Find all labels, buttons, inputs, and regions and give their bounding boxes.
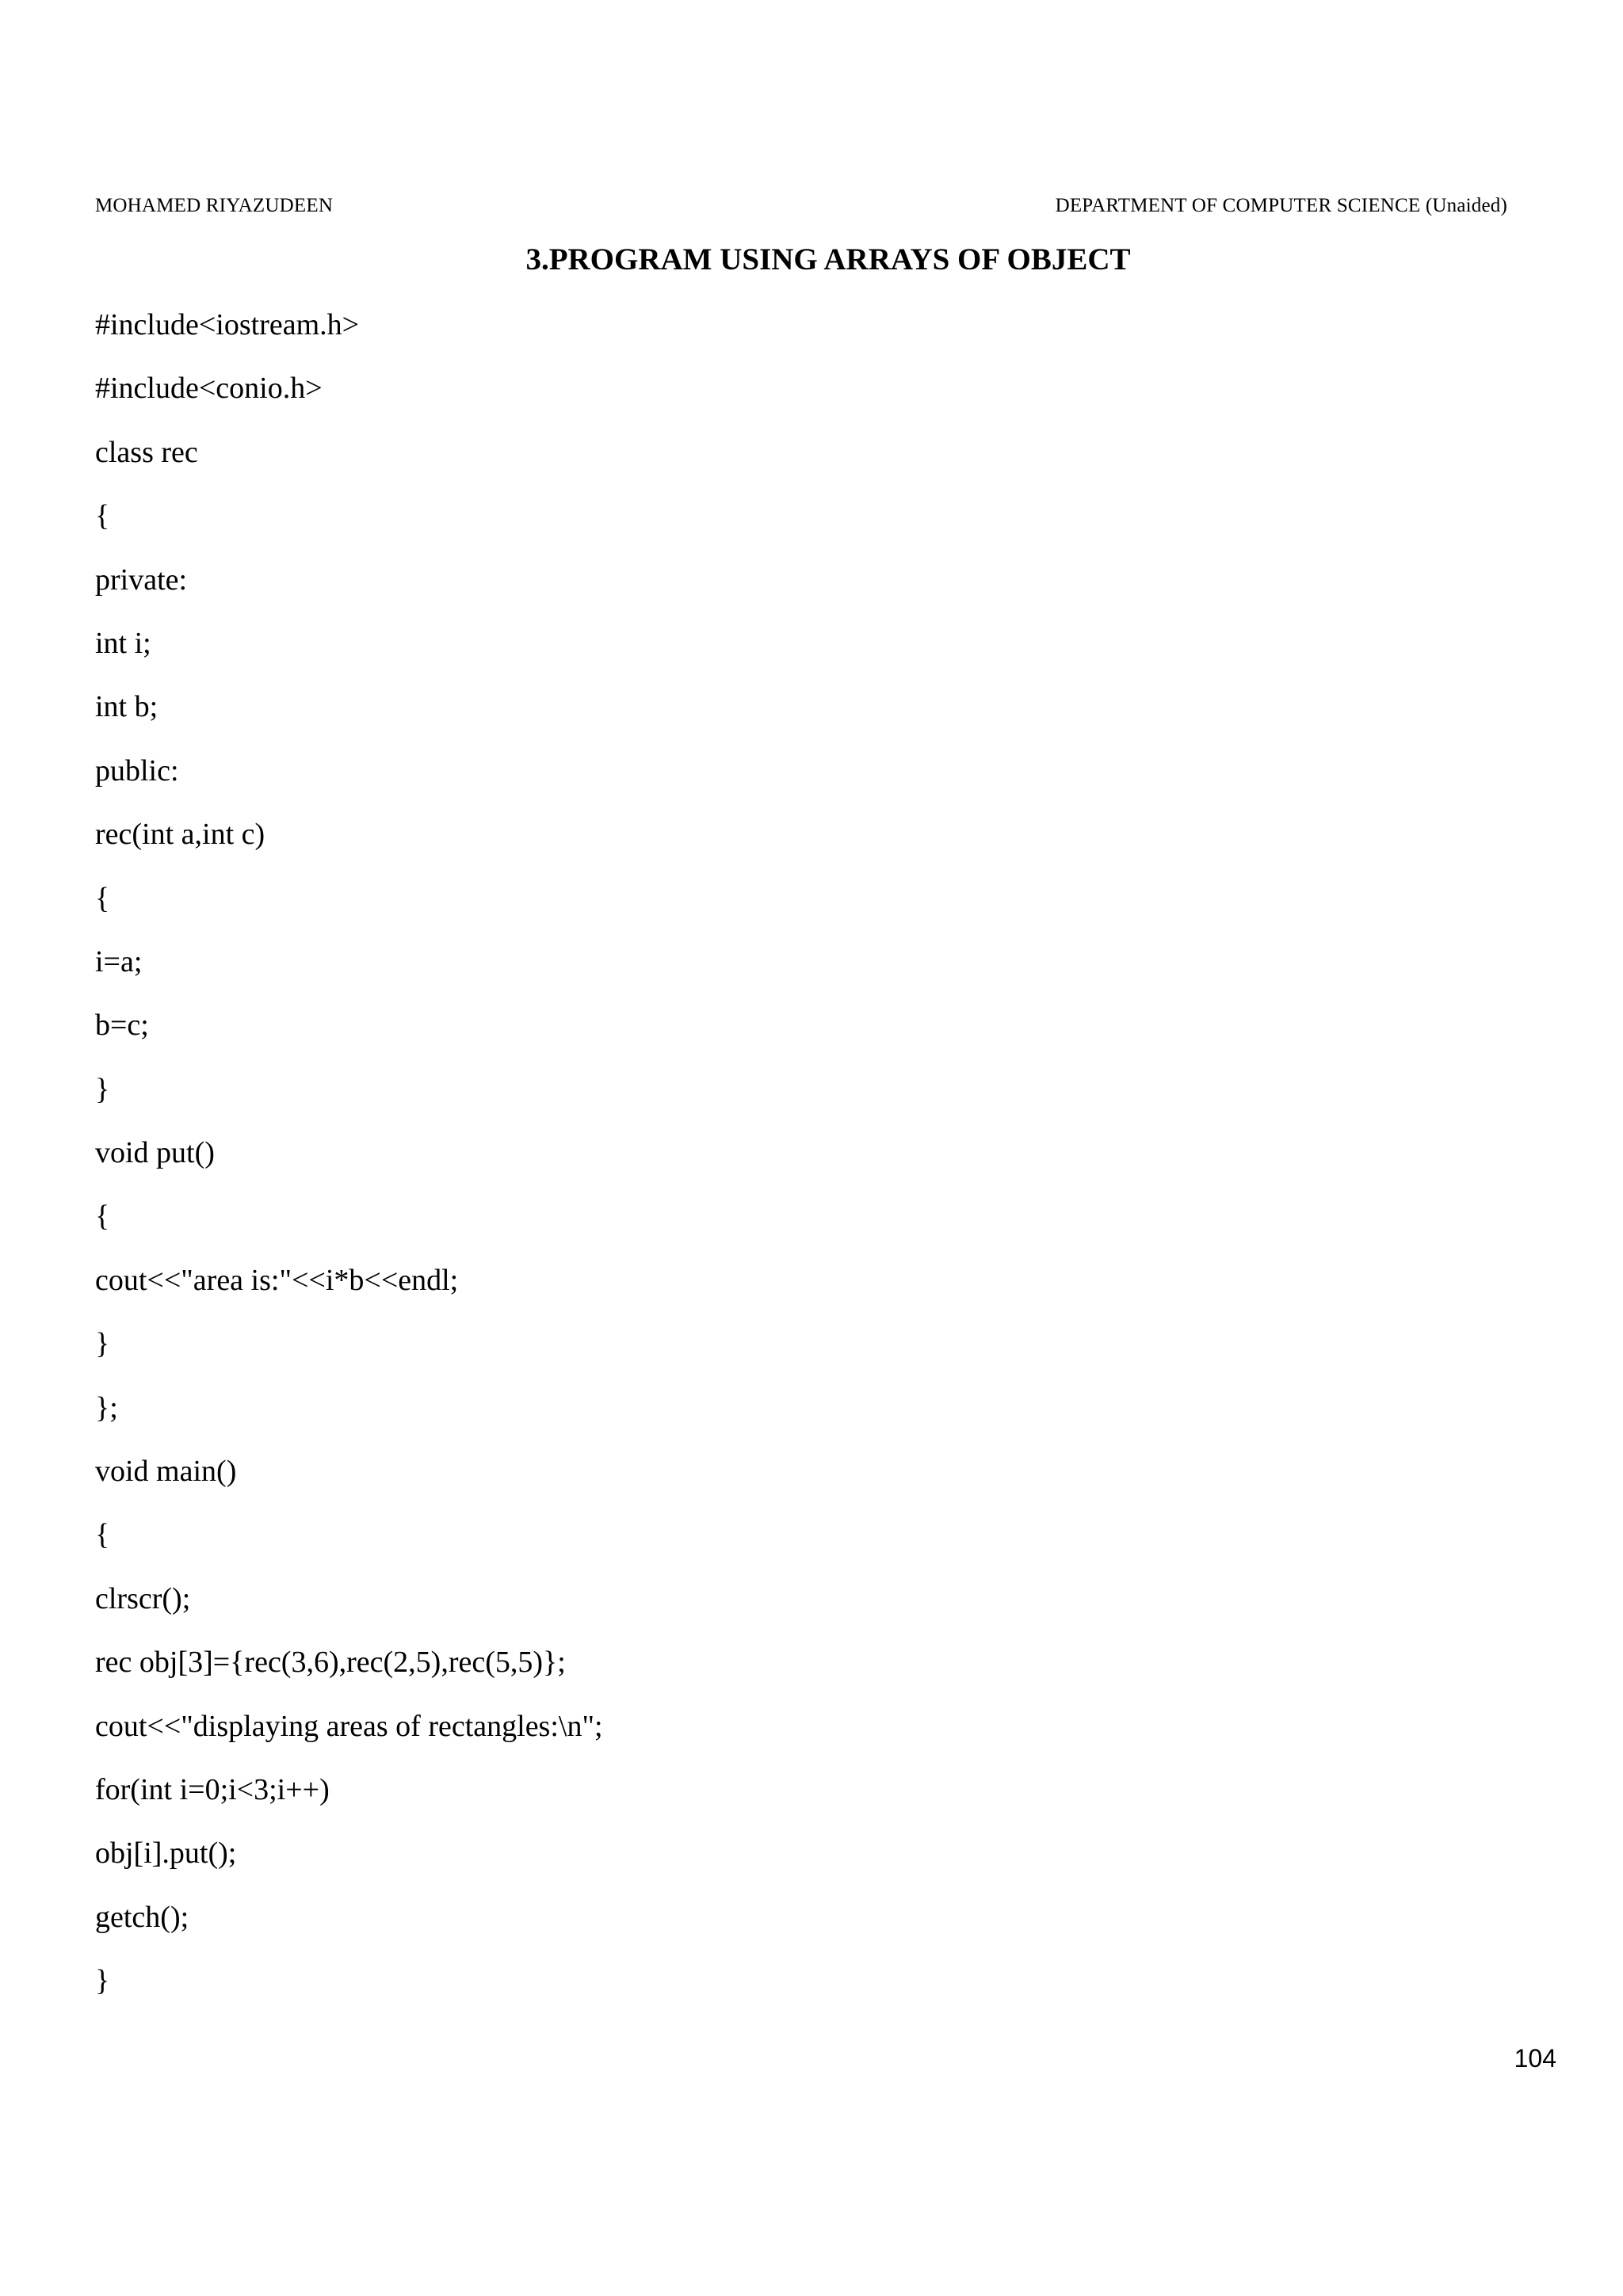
- code-line: rec(int a,int c): [95, 818, 265, 852]
- code-line: cout<<"area is:"<<i*b<<endl;: [95, 1263, 459, 1297]
- code-line: {: [95, 1518, 110, 1552]
- code-line: getch();: [95, 1900, 189, 1934]
- code-line: }: [95, 1964, 110, 1998]
- code-line: clrscr();: [95, 1581, 191, 1615]
- code-line: #include<conio.h>: [95, 372, 323, 406]
- code-line: public:: [95, 753, 179, 788]
- page-number: 104: [1514, 2044, 1556, 2073]
- code-line: rec obj[3]={rec(3,6),rec(2,5),rec(5,5)};: [95, 1646, 566, 1680]
- code-line: }: [95, 1072, 110, 1106]
- code-line: {: [95, 499, 110, 533]
- code-line: {: [95, 881, 110, 915]
- code-line: private:: [95, 563, 188, 597]
- code-line: int i;: [95, 626, 151, 660]
- code-line: }: [95, 1327, 110, 1361]
- code-line: for(int i=0;i<3;i++): [95, 1772, 330, 1806]
- code-line: void main(): [95, 1455, 237, 1489]
- code-line: i=a;: [95, 944, 143, 978]
- code-line: };: [95, 1390, 118, 1425]
- code-listing: [95, 304, 603, 2024]
- code-line: obj[i].put();: [95, 1836, 237, 1871]
- program-title: 3.PROGRAM USING ARRAYS OF OBJECT: [525, 242, 1131, 277]
- header-author: MOHAMED RIYAZUDEEN: [95, 195, 334, 216]
- code-line: #include<iostream.h>: [95, 308, 360, 341]
- code-line: cout<<"displaying areas of rectangles:\n";: [95, 1709, 603, 1743]
- code-line: int b;: [95, 690, 158, 724]
- code-line: b=c;: [95, 1009, 149, 1043]
- header-department: DEPARTMENT OF COMPUTER SCIENCE (Unaided): [1055, 195, 1507, 216]
- code-line: class rec: [95, 435, 198, 469]
- code-line: void put(): [95, 1136, 215, 1170]
- code-line: {: [95, 1199, 110, 1234]
